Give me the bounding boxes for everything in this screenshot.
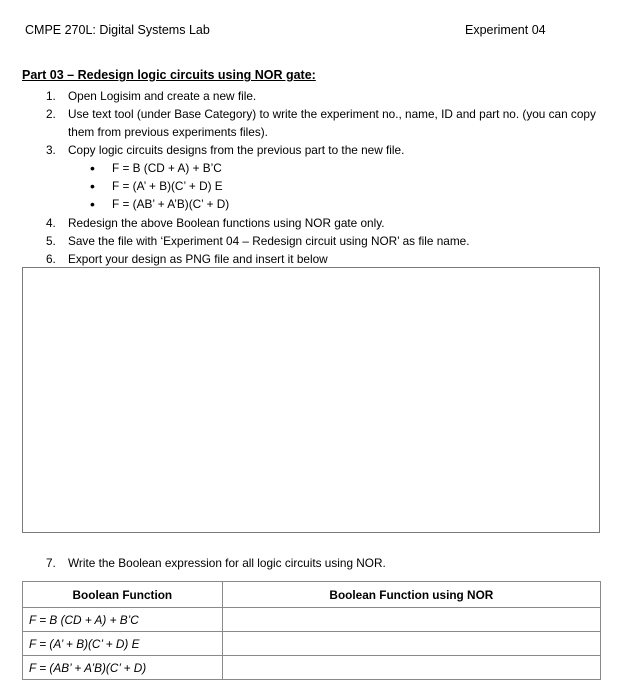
- function-bullet: [90, 195, 230, 214]
- step-text: Redesign the above Boolean functions using NOR gate only.: [68, 216, 385, 230]
- step-item: [46, 250, 606, 268]
- step-number: 5.: [46, 234, 56, 248]
- experiment-label: Experiment 04: [465, 23, 546, 37]
- step-item: [46, 214, 606, 232]
- function-cell: F = B (CD + A) + B’C: [23, 608, 223, 632]
- step-number: 4.: [46, 216, 56, 230]
- step-item: [46, 554, 606, 572]
- function-formula: F = (A’ + B)(C’ + D) E: [112, 179, 223, 193]
- nor-answer-cell[interactable]: [222, 608, 600, 632]
- table-row: [23, 608, 601, 632]
- step-item: [46, 232, 606, 250]
- step-text: Save the file with ‘Experiment 04 – Redesign circuit using NOR’ as file name.: [68, 234, 470, 248]
- step-number: 2.: [46, 107, 56, 121]
- function-formula: F = (AB’ + A’B)(C’ + D): [112, 197, 230, 211]
- step-number: 1.: [46, 89, 56, 103]
- design-image-placeholder[interactable]: [22, 267, 600, 533]
- step-text: Export your design as PNG file and insert it below: [68, 252, 328, 266]
- course-title: CMPE 270L: Digital Systems Lab: [25, 23, 210, 37]
- step-text: Open Logisim and create a new file.: [68, 89, 257, 103]
- part-title: Part 03 – Redesign logic circuits using NOR gate:: [22, 68, 316, 82]
- function-bullet: [90, 177, 223, 196]
- bullet-icon: •: [90, 178, 95, 194]
- table-header-row: [23, 582, 601, 608]
- column-header-function: Boolean Function: [23, 582, 223, 608]
- nor-answer-cell[interactable]: [222, 656, 600, 680]
- function-cell: F = (AB’ + A’B)(C’ + D): [23, 656, 223, 680]
- boolean-function-table: [22, 581, 601, 680]
- column-header-nor: Boolean Function using NOR: [222, 582, 600, 608]
- step-number: 3.: [46, 143, 56, 157]
- table-row: [23, 656, 601, 680]
- step-text: Use text tool (under Base Category) to write the experiment no., name, ID and part no. (you can copy them from previous experiments files).: [68, 107, 596, 139]
- step-item: [46, 141, 606, 159]
- step-text: Copy logic circuits designs from the previous part to the new file.: [68, 143, 405, 157]
- step-item: [46, 87, 606, 105]
- bullet-icon: •: [90, 160, 95, 176]
- table-row: [23, 632, 601, 656]
- function-formula: F = B (CD + A) + B’C: [112, 161, 222, 175]
- bullet-icon: •: [90, 196, 95, 212]
- step-text: Write the Boolean expression for all logic circuits using NOR.: [68, 556, 386, 570]
- step-number: 7.: [46, 556, 56, 570]
- function-cell: F = (A’ + B)(C’ + D) E: [23, 632, 223, 656]
- step-number: 6.: [46, 252, 56, 266]
- step-item: [46, 105, 606, 139]
- function-bullet: [90, 159, 222, 178]
- nor-answer-cell[interactable]: [222, 632, 600, 656]
